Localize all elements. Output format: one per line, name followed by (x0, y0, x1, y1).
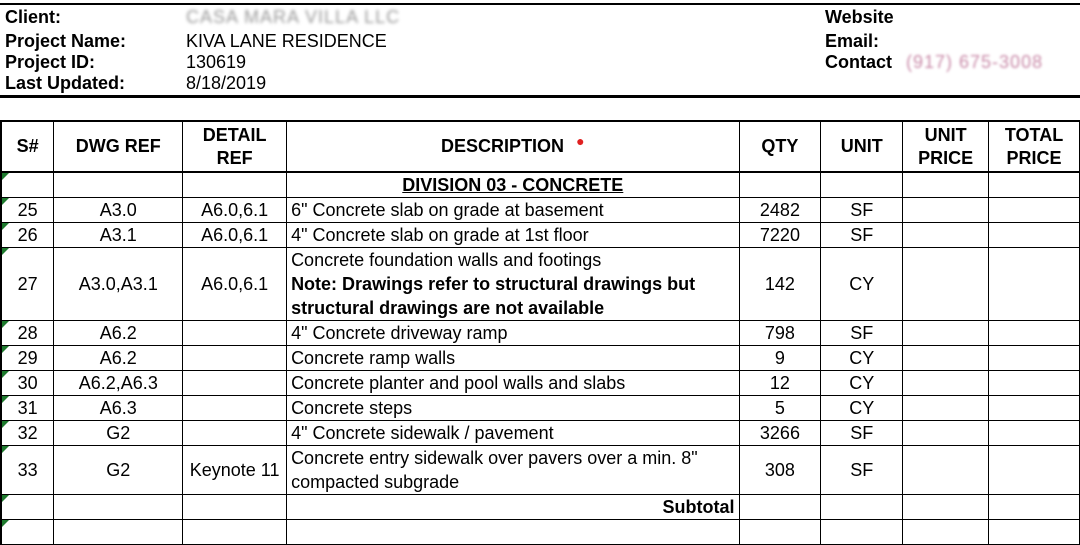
client-label: Client: (5, 7, 61, 27)
cell-total-price (989, 371, 1080, 396)
cell-dwg (54, 520, 183, 545)
cell-qty (739, 495, 821, 520)
table-row (1, 321, 1080, 346)
cell-detail (183, 495, 287, 520)
cell-qty: 308 (739, 446, 821, 495)
cell-unit: SF (821, 446, 903, 495)
col-header-sn: S# (1, 121, 54, 172)
cell-detail (183, 421, 287, 446)
cell-description: Concrete steps (287, 396, 739, 421)
table-header-row (1, 121, 1080, 172)
project-name-label: Project Name: (5, 31, 127, 51)
cell-unit: SF (821, 321, 903, 346)
client-value: CASA MARA VILLA LLC (186, 7, 401, 27)
col-header-total-price: TOTAL PRICE (989, 121, 1080, 172)
cell-description: 4" Concrete sidewalk / pavement (287, 421, 739, 446)
cell-qty (739, 172, 821, 198)
cell-sn (1, 495, 54, 520)
cell-detail: A6.0,6.1 (183, 223, 287, 248)
cell-dwg: G2 (54, 421, 183, 446)
cell-total-price (989, 520, 1080, 545)
cell-dwg: A6.3 (54, 396, 183, 421)
description-header-text: DESCRIPTION (441, 135, 565, 156)
table-row (1, 346, 1080, 371)
division-title: DIVISION 03 - CONCRETE (287, 172, 739, 198)
cell-dwg: A6.2,A6.3 (54, 371, 183, 396)
cell-description: Concrete entry sidewalk over pavers over a min. 8" compacted subgrade (287, 446, 739, 495)
cell-description: Concrete ramp walls (287, 346, 739, 371)
cell-total-price (989, 248, 1080, 321)
cell-unit: SF (821, 223, 903, 248)
contact-label: Contact (825, 52, 892, 72)
cell-total-price (989, 172, 1080, 198)
cell-total-price (989, 446, 1080, 495)
table-row (1, 371, 1080, 396)
cell-dwg: A3.0,A3.1 (54, 248, 183, 321)
last-updated-value: 8/18/2019 (186, 73, 267, 93)
last-updated-label: Last Updated: (5, 73, 126, 93)
cell-description: 4" Concrete driveway ramp (287, 321, 739, 346)
project-id-label: Project ID: (5, 52, 96, 72)
cell-unit-price (903, 321, 989, 346)
cell-unit-price (903, 520, 989, 545)
cell-sn: 31 (1, 396, 54, 421)
cell-description (287, 520, 739, 545)
cell-unit (821, 495, 903, 520)
cell-description: Concrete planter and pool walls and slabs (287, 371, 739, 396)
cell-detail (183, 346, 287, 371)
cell-detail: Keynote 11 (183, 446, 287, 495)
col-header-detail-ref: DETAIL REF (183, 121, 287, 172)
cell-qty: 798 (739, 321, 821, 346)
cell-detail: A6.0,6.1 (183, 198, 287, 223)
cell-unit-price (903, 248, 989, 321)
contact-value: (917) 675-3008 (906, 52, 1044, 72)
comment-indicator-icon: ● (576, 132, 585, 149)
col-header-dwg-ref: DWG REF (54, 121, 183, 172)
cell-unit (821, 172, 903, 198)
cell-qty: 12 (739, 371, 821, 396)
cell-qty (739, 520, 821, 545)
cell-unit-price (903, 446, 989, 495)
cell-unit: CY (821, 396, 903, 421)
division-row (1, 172, 1080, 198)
cell-unit-price (903, 421, 989, 446)
project-name-value: KIVA LANE RESIDENCE (186, 31, 387, 51)
cell-sn: 25 (1, 198, 54, 223)
cell-detail (183, 172, 287, 198)
cell-description (287, 248, 739, 321)
cell-detail (183, 321, 287, 346)
cell-dwg (54, 495, 183, 520)
cell-unit-price (903, 172, 989, 198)
cell-qty: 5 (739, 396, 821, 421)
cell-dwg: A6.2 (54, 346, 183, 371)
cell-total-price (989, 346, 1080, 371)
cell-unit: SF (821, 421, 903, 446)
header-divider (0, 95, 1080, 98)
table-row (1, 421, 1080, 446)
cell-qty: 3266 (739, 421, 821, 446)
cell-total-price (989, 495, 1080, 520)
table-row (1, 446, 1080, 495)
cell-qty: 9 (739, 346, 821, 371)
description-note: Note: Drawings refer to structural drawings but structural drawings are not available (291, 274, 696, 318)
top-border (0, 3, 1080, 5)
cell-description: 4" Concrete slab on grade at 1st floor (287, 223, 739, 248)
cell-unit-price (903, 396, 989, 421)
cell-dwg: G2 (54, 446, 183, 495)
col-header-description (287, 121, 739, 172)
cell-sn: 28 (1, 321, 54, 346)
col-header-unit-price: UNIT PRICE (903, 121, 989, 172)
cell-sn: 29 (1, 346, 54, 371)
cell-sn: 33 (1, 446, 54, 495)
cell-sn (1, 520, 54, 545)
cell-qty: 142 (739, 248, 821, 321)
cell-total-price (989, 321, 1080, 346)
cell-dwg: A3.0 (54, 198, 183, 223)
cell-unit-price (903, 346, 989, 371)
subtotal-label: Subtotal (287, 495, 739, 520)
cell-total-price (989, 421, 1080, 446)
cell-unit: CY (821, 371, 903, 396)
table-row (1, 198, 1080, 223)
cell-unit: CY (821, 346, 903, 371)
cell-detail: A6.0,6.1 (183, 248, 287, 321)
table-row (1, 396, 1080, 421)
col-header-qty: QTY (739, 121, 821, 172)
cell-unit-price (903, 198, 989, 223)
cell-total-price (989, 198, 1080, 223)
cell-unit: CY (821, 248, 903, 321)
cell-qty: 7220 (739, 223, 821, 248)
cell-sn: 26 (1, 223, 54, 248)
cell-total-price (989, 396, 1080, 421)
cell-sn (1, 172, 54, 198)
cell-qty: 2482 (739, 198, 821, 223)
cell-unit: SF (821, 198, 903, 223)
cell-dwg (54, 172, 183, 198)
cell-total-price (989, 223, 1080, 248)
table-row (1, 223, 1080, 248)
cell-detail (183, 520, 287, 545)
project-id-value: 130619 (186, 52, 247, 72)
cell-dwg: A6.2 (54, 321, 183, 346)
description-text: Concrete foundation walls and footings (291, 250, 602, 270)
cell-description: 6" Concrete slab on grade at basement (287, 198, 739, 223)
cell-detail (183, 371, 287, 396)
col-header-unit: UNIT (821, 121, 903, 172)
empty-row (1, 520, 1080, 545)
cell-unit-price (903, 371, 989, 396)
cell-sn: 27 (1, 248, 54, 321)
website-label: Website (825, 7, 894, 27)
cell-unit-price (903, 223, 989, 248)
cell-detail (183, 396, 287, 421)
cell-unit (821, 520, 903, 545)
subtotal-row (1, 495, 1080, 520)
cell-dwg: A3.1 (54, 223, 183, 248)
email-label: Email: (825, 31, 880, 51)
table-row (1, 248, 1080, 321)
cell-unit-price (903, 495, 989, 520)
cell-sn: 30 (1, 371, 54, 396)
estimate-table (0, 120, 1080, 545)
cell-sn: 32 (1, 421, 54, 446)
